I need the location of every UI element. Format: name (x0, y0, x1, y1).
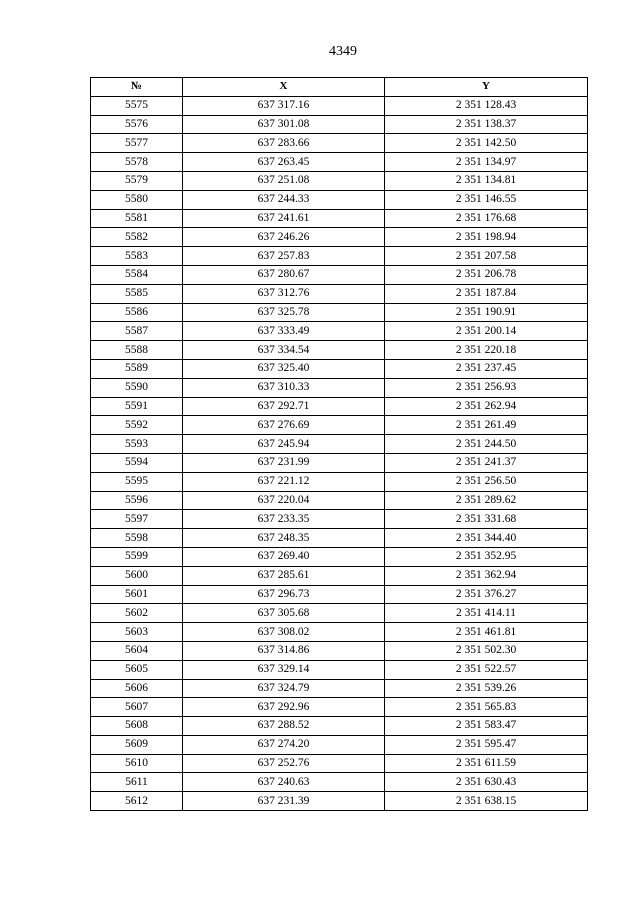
table-row (91, 735, 588, 754)
cell-x: 637 269.40 (183, 547, 385, 566)
page-number: 4349 (329, 44, 357, 59)
cell-x: 637 317.16 (183, 96, 385, 115)
cell-x: 637 305.68 (183, 604, 385, 623)
column-header-number: № (91, 78, 183, 97)
table-row (91, 623, 588, 642)
cell-y: 2 351 289.62 (385, 491, 588, 510)
cell-y: 2 351 256.93 (385, 378, 588, 397)
cell-x: 637 263.45 (183, 153, 385, 172)
table-row (91, 679, 588, 698)
cell-x: 637 296.73 (183, 585, 385, 604)
cell-x: 637 334.54 (183, 341, 385, 360)
cell-number: 5612 (91, 792, 183, 811)
cell-y: 2 351 362.94 (385, 566, 588, 585)
cell-y: 2 351 200.14 (385, 322, 588, 341)
table-body (91, 96, 588, 810)
cell-x: 637 241.61 (183, 209, 385, 228)
cell-number: 5590 (91, 378, 183, 397)
cell-number: 5577 (91, 134, 183, 153)
cell-y: 2 351 502.30 (385, 641, 588, 660)
table-row (91, 604, 588, 623)
cell-y: 2 351 220.18 (385, 341, 588, 360)
cell-number: 5594 (91, 453, 183, 472)
cell-number: 5595 (91, 472, 183, 491)
cell-y: 2 351 611.59 (385, 754, 588, 773)
cell-y: 2 351 461.81 (385, 623, 588, 642)
cell-y: 2 351 241.37 (385, 453, 588, 472)
table-row (91, 435, 588, 454)
cell-number: 5587 (91, 322, 183, 341)
table-row (91, 341, 588, 360)
table-row (91, 529, 588, 548)
cell-y: 2 351 134.97 (385, 153, 588, 172)
table-row (91, 190, 588, 209)
table-row (91, 209, 588, 228)
cell-x: 637 251.08 (183, 171, 385, 190)
cell-x: 637 312.76 (183, 284, 385, 303)
cell-number: 5576 (91, 115, 183, 134)
cell-y: 2 351 583.47 (385, 717, 588, 736)
cell-y: 2 351 638.15 (385, 792, 588, 811)
cell-x: 637 276.69 (183, 416, 385, 435)
cell-y: 2 351 539.26 (385, 679, 588, 698)
cell-y: 2 351 565.83 (385, 698, 588, 717)
table-row (91, 303, 588, 322)
cell-y: 2 351 176.68 (385, 209, 588, 228)
cell-number: 5598 (91, 529, 183, 548)
cell-number: 5602 (91, 604, 183, 623)
cell-x: 637 246.26 (183, 228, 385, 247)
column-header-x: X (183, 78, 385, 97)
cell-x: 637 285.61 (183, 566, 385, 585)
table-row (91, 171, 588, 190)
table-row (91, 153, 588, 172)
cell-number: 5581 (91, 209, 183, 228)
cell-x: 637 308.02 (183, 623, 385, 642)
cell-x: 637 240.63 (183, 773, 385, 792)
cell-x: 637 248.35 (183, 529, 385, 548)
cell-x: 637 288.52 (183, 717, 385, 736)
table-row (91, 134, 588, 153)
cell-x: 637 233.35 (183, 510, 385, 529)
cell-number: 5591 (91, 397, 183, 416)
cell-y: 2 351 206.78 (385, 265, 588, 284)
table-row (91, 641, 588, 660)
cell-y: 2 351 138.37 (385, 115, 588, 134)
cell-number: 5575 (91, 96, 183, 115)
cell-x: 637 292.71 (183, 397, 385, 416)
cell-y: 2 351 198.94 (385, 228, 588, 247)
cell-number: 5604 (91, 641, 183, 660)
cell-x: 637 325.78 (183, 303, 385, 322)
table-row (91, 359, 588, 378)
table-row (91, 284, 588, 303)
cell-number: 5580 (91, 190, 183, 209)
cell-number: 5589 (91, 359, 183, 378)
cell-number: 5610 (91, 754, 183, 773)
table-header-row (91, 78, 588, 97)
cell-number: 5605 (91, 660, 183, 679)
cell-number: 5607 (91, 698, 183, 717)
cell-x: 637 221.12 (183, 472, 385, 491)
cell-y: 2 351 256.50 (385, 472, 588, 491)
table-row (91, 453, 588, 472)
cell-number: 5588 (91, 341, 183, 360)
cell-x: 637 244.33 (183, 190, 385, 209)
cell-number: 5586 (91, 303, 183, 322)
cell-number: 5611 (91, 773, 183, 792)
cell-y: 2 351 522.57 (385, 660, 588, 679)
table-row (91, 566, 588, 585)
table-row (91, 96, 588, 115)
table-row (91, 397, 588, 416)
cell-y: 2 351 331.68 (385, 510, 588, 529)
cell-number: 5582 (91, 228, 183, 247)
cell-number: 5603 (91, 623, 183, 642)
cell-y: 2 351 414.11 (385, 604, 588, 623)
cell-y: 2 351 134.81 (385, 171, 588, 190)
cell-y: 2 351 261.49 (385, 416, 588, 435)
cell-y: 2 351 187.84 (385, 284, 588, 303)
cell-y: 2 351 352.95 (385, 547, 588, 566)
cell-x: 637 252.76 (183, 754, 385, 773)
table-row (91, 585, 588, 604)
cell-number: 5584 (91, 265, 183, 284)
table-row (91, 322, 588, 341)
cell-number: 5608 (91, 717, 183, 736)
cell-y: 2 351 344.40 (385, 529, 588, 548)
cell-number: 5600 (91, 566, 183, 585)
cell-x: 637 220.04 (183, 491, 385, 510)
cell-number: 5601 (91, 585, 183, 604)
cell-number: 5606 (91, 679, 183, 698)
cell-number: 5597 (91, 510, 183, 529)
cell-y: 2 351 237.45 (385, 359, 588, 378)
cell-number: 5609 (91, 735, 183, 754)
cell-y: 2 351 376.27 (385, 585, 588, 604)
cell-x: 637 325.40 (183, 359, 385, 378)
cell-y: 2 351 630.43 (385, 773, 588, 792)
cell-y: 2 351 207.58 (385, 247, 588, 266)
cell-x: 637 329.14 (183, 660, 385, 679)
table-row (91, 416, 588, 435)
coordinates-table (90, 77, 588, 811)
cell-y: 2 351 142.50 (385, 134, 588, 153)
table-row (91, 660, 588, 679)
table-row (91, 773, 588, 792)
cell-x: 637 231.99 (183, 453, 385, 472)
cell-number: 5578 (91, 153, 183, 172)
cell-x: 637 292.96 (183, 698, 385, 717)
cell-y: 2 351 146.55 (385, 190, 588, 209)
cell-number: 5585 (91, 284, 183, 303)
table-row (91, 754, 588, 773)
cell-y: 2 351 595.47 (385, 735, 588, 754)
cell-number: 5579 (91, 171, 183, 190)
cell-x: 637 310.33 (183, 378, 385, 397)
cell-number: 5583 (91, 247, 183, 266)
table-row (91, 792, 588, 811)
cell-y: 2 351 244.50 (385, 435, 588, 454)
cell-x: 637 283.66 (183, 134, 385, 153)
table-row (91, 698, 588, 717)
table-row (91, 510, 588, 529)
cell-number: 5592 (91, 416, 183, 435)
cell-x: 637 257.83 (183, 247, 385, 266)
cell-x: 637 301.08 (183, 115, 385, 134)
cell-number: 5596 (91, 491, 183, 510)
table-row (91, 115, 588, 134)
cell-y: 2 351 262.94 (385, 397, 588, 416)
table-row (91, 247, 588, 266)
cell-x: 637 245.94 (183, 435, 385, 454)
cell-y: 2 351 190.91 (385, 303, 588, 322)
table-row (91, 472, 588, 491)
table-row (91, 378, 588, 397)
cell-x: 637 333.49 (183, 322, 385, 341)
table-row (91, 265, 588, 284)
cell-x: 637 274.20 (183, 735, 385, 754)
cell-x: 637 314.86 (183, 641, 385, 660)
cell-x: 637 231.39 (183, 792, 385, 811)
cell-number: 5593 (91, 435, 183, 454)
table-row (91, 717, 588, 736)
cell-y: 2 351 128.43 (385, 96, 588, 115)
table-row (91, 491, 588, 510)
table-row (91, 228, 588, 247)
column-header-y: Y (385, 78, 588, 97)
cell-x: 637 324.79 (183, 679, 385, 698)
table-row (91, 547, 588, 566)
cell-number: 5599 (91, 547, 183, 566)
cell-x: 637 280.67 (183, 265, 385, 284)
